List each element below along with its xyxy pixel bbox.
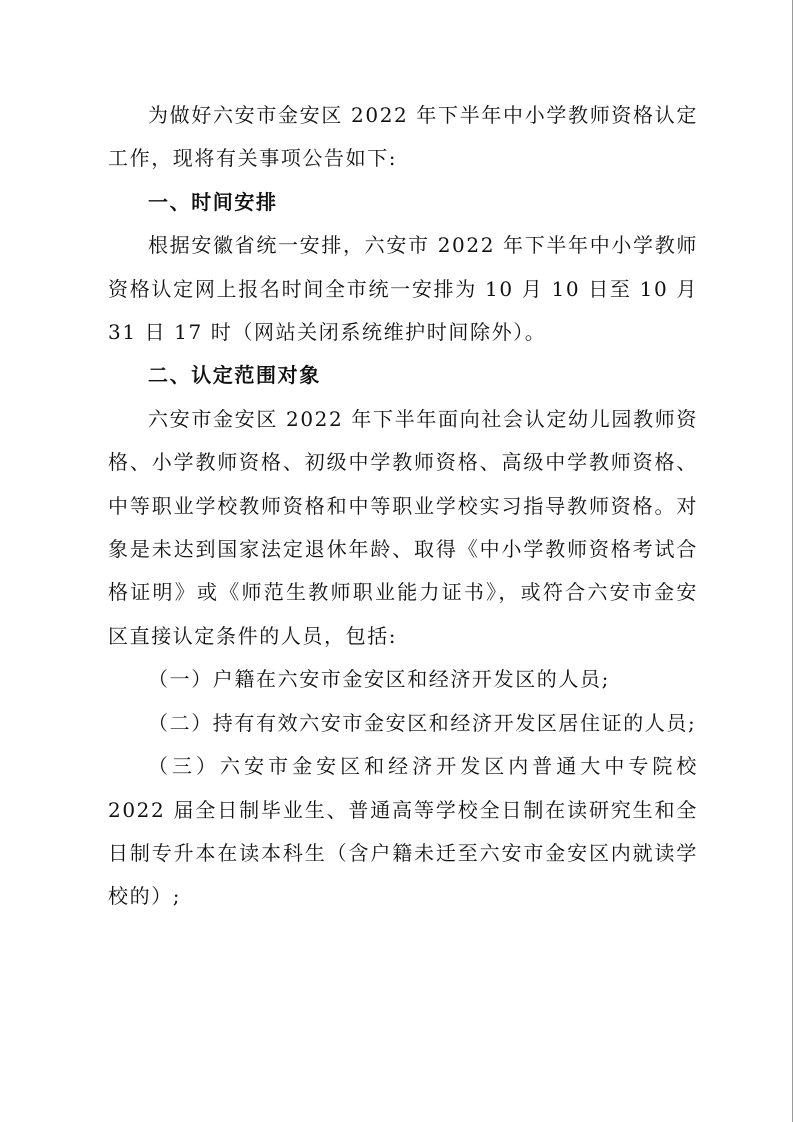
schedule-paragraph: 根据安徽省统一安排，六安市 2022 年下半年中小学教师资格认定网上报名时间全市统一安排为 10 月 10 日至 10 月 31 日 17 时（网站关闭系统维护时间除外）。 bbox=[108, 233, 698, 345]
list-item-2: （二）持有有效六安市金安区和经济开发区居住证的人员; bbox=[148, 710, 697, 735]
document-body bbox=[108, 94, 698, 919]
list-item-1: （一）户籍在六安市金安区和经济开发区的人员; bbox=[148, 667, 610, 692]
section-heading-schedule: 一、时间安排 bbox=[148, 189, 278, 214]
section-heading-scope: 二、认定范围对象 bbox=[148, 363, 321, 388]
list-item-3: （三）六安市金安区和经济开发区内普通大中专院校 2022 届全日制毕业生、普通高等学校全日制在读研究生和全日制专升本在读本科生（含户籍未迁至六安市金安区内就读学校的）; bbox=[108, 754, 698, 909]
intro-paragraph: 为做好六安市金安区 2022 年下半年中小学教师资格认定工作，现将有关事项公告如下: bbox=[108, 103, 698, 171]
scope-paragraph: 六安市金安区 2022 年下半年面向社会认定幼儿园教师资格、小学教师资格、初级中学教师资格、高级中学教师资格、中等职业学校教师资格和中等职业学校实习指导教师资格。对象是未达到国家法定退休年龄、取得《中小学教师资格考试合格证明》或《师范生教师职业能力证书》，或符合六安市金安区直接认定条件的人员，包括: bbox=[108, 406, 698, 648]
